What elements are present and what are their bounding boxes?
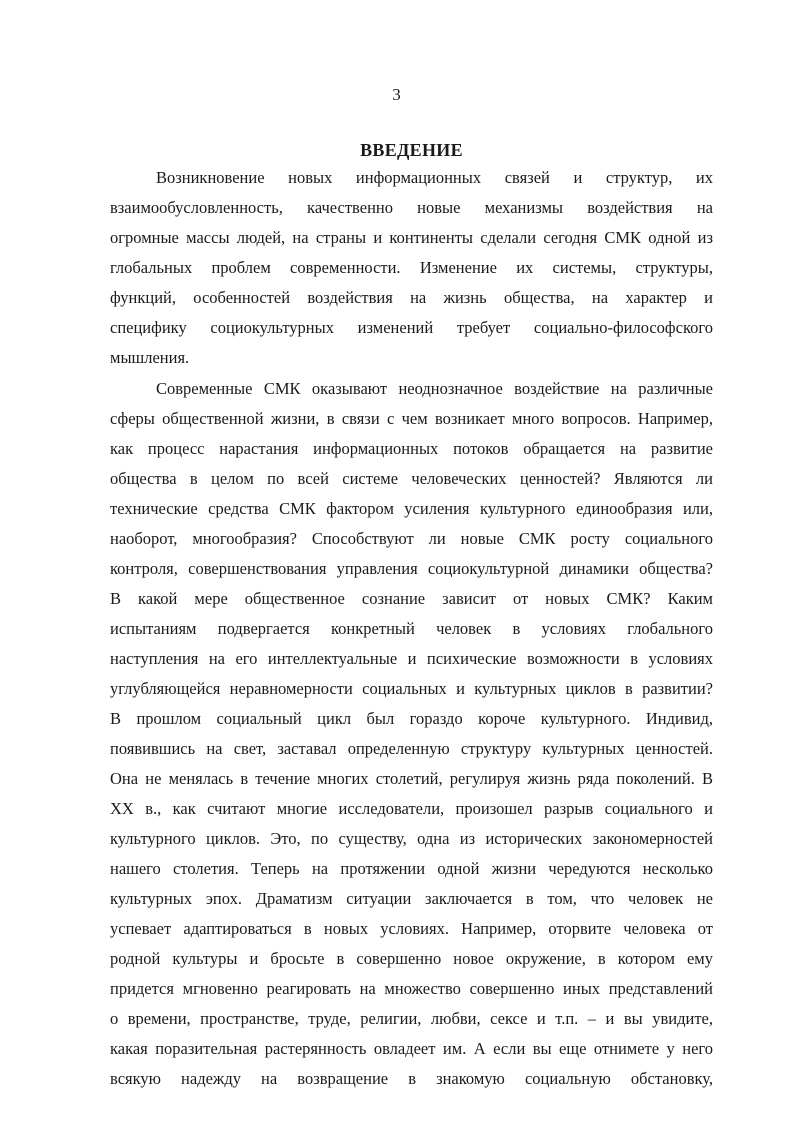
paragraph-introduction-1 (110, 163, 713, 373)
text-line: мышления. (110, 348, 190, 367)
text-line: технические средства СМК фактором усиления культурного единообразия или, (110, 499, 713, 518)
text-line: углубляющейся неравномерности социальных и культурных циклов в развитии? (110, 679, 713, 698)
text-line: о времени, пространстве, труде, религии, любви, сексе и т.п. – и вы увидите, (110, 1009, 713, 1028)
text-line: придется мгновенно реагировать на множество совершенно иных представлений (110, 979, 713, 998)
text-line: взаимообусловленность, качественно новые механизмы воздействия на (110, 198, 713, 217)
text-line: сферы общественной жизни, в связи с чем возникает много вопросов. Например, (110, 409, 713, 428)
text-line: Возникновение новых информационных связей и структур, их (156, 168, 713, 187)
text-line: В прошлом социальный цикл был гораздо короче культурного. Индивид, (110, 709, 713, 728)
text-line: культурных эпох. Драматизм ситуации заключается в том, что человек не (110, 889, 713, 908)
text-line: огромные массы людей, на страны и континенты сделали сегодня СМК одной из (110, 228, 713, 247)
text-line: испытаниям подвергается конкретный человек в условиях глобального (110, 619, 713, 638)
paragraph-introduction-2 (110, 374, 713, 1094)
text-line: специфику социокультурных изменений требует социально-философского (110, 318, 713, 337)
text-line: всякую надежду на возвращение в знакомую социальную обстановку, (110, 1069, 713, 1088)
text-line: Она не менялась в течение многих столетий, регулируя жизнь ряда поколений. В (110, 769, 713, 788)
text-line: функций, особенностей воздействия на жизнь общества, на характер и (110, 288, 713, 307)
page-number: 3 (392, 85, 401, 104)
text-line: глобальных проблем современности. Изменение их системы, структуры, (110, 258, 713, 277)
text-line: появившись на свет, заставал определенную структуру культурных ценностей. (110, 739, 713, 758)
text-line: Современные СМК оказывают неоднозначное воздействие на различные (156, 379, 713, 398)
text-line: успевает адаптироваться в новых условиях. Например, оторвите человека от (110, 919, 713, 938)
text-line: родной культуры и бросьте в совершенно новое окружение, в котором ему (110, 949, 713, 968)
text-line: наоборот, многообразия? Способствуют ли новые СМК росту социального (110, 529, 713, 548)
section-title: ВВЕДЕНИЕ (360, 140, 463, 160)
text-line: наступления на его интеллектуальные и психические возможности в условиях (110, 649, 713, 668)
text-line: В какой мере общественное сознание зависит от новых СМК? Каким (110, 589, 713, 608)
text-line: общества в целом по всей системе человеческих ценностей? Являются ли (110, 469, 713, 488)
text-line: нашего столетия. Теперь на протяжении одной жизни чередуются несколько (110, 859, 713, 878)
text-line: культурного циклов. Это, по существу, одна из исторических закономерностей (110, 829, 713, 848)
text-line: контроля, совершенствования управления социокультурной динамики общества? (110, 559, 713, 578)
text-line: XX в., как считают многие исследователи, произошел разрыв социального и (110, 799, 713, 818)
text-line: как процесс нарастания информационных потоков обращается на развитие (110, 439, 713, 458)
text-line: какая поразительная растерянность овладеет им. А если вы еще отнимете у него (110, 1039, 713, 1058)
